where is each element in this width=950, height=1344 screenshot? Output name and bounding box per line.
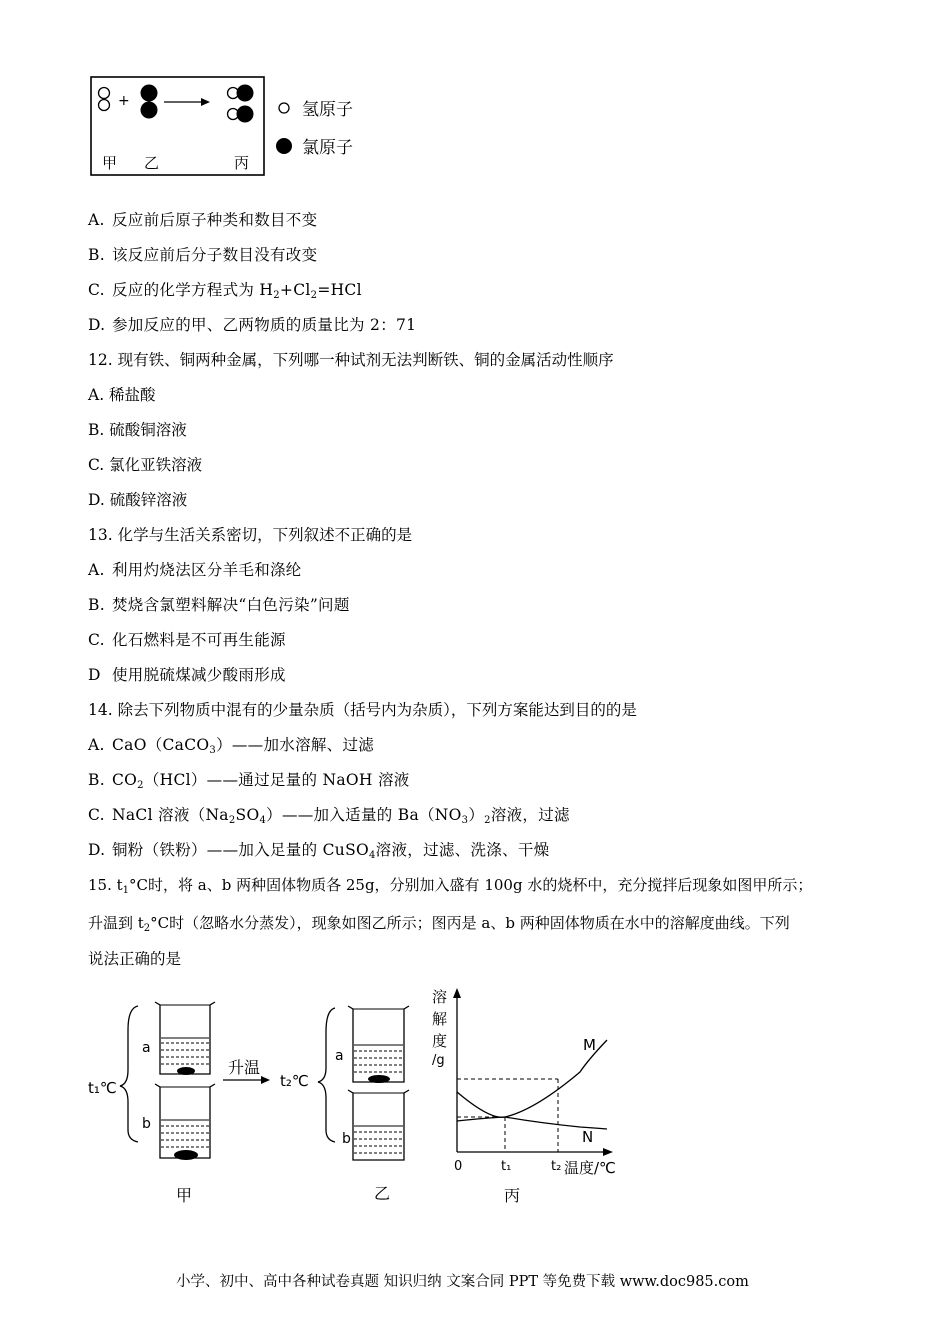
legend-chlorine: 氯原子 — [302, 138, 353, 158]
label-yi: 乙 — [144, 154, 160, 172]
xlabel: 温度/℃ — [564, 1159, 616, 1177]
q12-option-c: C. 氯化亚铁溶液 — [88, 456, 203, 474]
curve-label-m: M — [583, 1036, 596, 1054]
q11-option-c: C. 反应的化学方程式为 $H_2+Cl_2=HCl$ — [88, 281, 362, 301]
q14-option-c: C. NaCl 溶液$(Na_2SO_4)——$加入适量的 $Ba(NO_3)_2$溶液，过滤 — [88, 806, 570, 826]
q12-option-d: D. 硫酸锌溶液 — [88, 491, 188, 509]
beaker-label-a: a — [142, 1040, 151, 1056]
q14-stem: 14. 除去下列物质中混有的少量杂质（括号内为杂质），下列方案能达到目的的是 — [88, 701, 637, 719]
chlorine-atom — [237, 85, 254, 102]
beaker-yi-a — [348, 1006, 409, 1083]
q12-stem: 12. 现有铁、铜两种金属，下列哪一种试剂无法判断铁、铜的金属活动性顺序 — [88, 351, 614, 369]
tick-t1: t₁ — [501, 1159, 512, 1174]
q14-option-a: A. CaO（CaCO$_3$）——加水溶解、过滤 — [88, 736, 375, 756]
label-jia: 甲 — [102, 154, 118, 172]
page-footer: 小学、初中、高中各种试卷真题 知识归纳 文案合同 PPT 等免费下载 www.doc985.com — [176, 1274, 749, 1290]
q14-option-d: D. 铜粉（铁粉）——加入足量的 CuSO$_4$溶液，过滤、洗涤、干燥 — [88, 841, 550, 861]
q13-stem: 13. 化学与生活关系密切，下列叙述不正确的是 — [88, 526, 413, 544]
q15-stem-line2: 升温到 $t_2^\circ C$时（忽略水分蒸发），现象如图乙所示；图丙是 a、b 两种固体物质在水中的溶解度曲线。下列 — [88, 914, 790, 934]
caption-yi: 乙 — [374, 1184, 391, 1203]
beaker-label-b: b — [142, 1116, 151, 1132]
origin-label: 0 — [454, 1159, 463, 1174]
q13-option-d: D 使用脱硫煤减少酸雨形成 — [88, 666, 286, 684]
brace-yi — [318, 1008, 335, 1142]
q12-option-b: B. 硫酸铜溶液 — [88, 421, 187, 439]
ylabel-char-1: 溶 — [432, 988, 448, 1006]
q15-stem-line3: 说法正确的是 — [88, 950, 182, 968]
heat-label: 升温 — [228, 1058, 261, 1077]
hydrogen-atom — [99, 100, 110, 111]
t1-label: t₁℃ — [88, 1079, 117, 1097]
ylabel-unit: /g — [432, 1053, 445, 1068]
x-axis-arrow-icon — [603, 1148, 613, 1156]
q11-option-b: B. 该反应前后分子数目没有改变 — [88, 246, 318, 264]
chlorine-atom — [237, 106, 254, 123]
caption-bing: 丙 — [504, 1186, 521, 1205]
arrow-head-icon — [201, 98, 210, 106]
q12-option-a: A. 稀盐酸 — [88, 386, 156, 404]
brace-jia — [120, 1006, 138, 1142]
y-axis-arrow-icon — [453, 988, 461, 998]
q11-option-d: D. 参加反应的甲、乙两物质的质量比为 2：71 — [88, 316, 417, 334]
chlorine-legend-icon — [276, 138, 292, 154]
t2-label: t₂℃ — [280, 1072, 309, 1090]
ylabel-char-3: 度 — [432, 1032, 448, 1050]
q14-option-b: B. $CO_2(HCl)——$通过足量的 NaOH 溶液 — [88, 771, 410, 791]
chlorine-atom — [141, 102, 158, 119]
caption-jia: 甲 — [176, 1186, 193, 1205]
q13-option-b: B. 焚烧含氯塑料解决“白色污染”问题 — [88, 596, 350, 614]
q13-option-a: A. 利用灼烧法区分羊毛和涤纶 — [88, 561, 302, 579]
label-bing: 丙 — [234, 154, 250, 172]
chlorine-atom — [141, 85, 158, 102]
beaker-label-b2: b — [342, 1131, 351, 1147]
beaker-jia-a — [155, 1002, 215, 1075]
heat-arrow-head-icon — [261, 1076, 270, 1084]
legend-hydrogen: 氢原子 — [302, 100, 353, 120]
hydrogen-legend-icon — [279, 103, 289, 113]
beaker-jia-b — [155, 1084, 215, 1160]
tick-t2: t₂ — [551, 1159, 562, 1174]
plus-sign: + — [118, 93, 130, 109]
ylabel-char-2: 解 — [432, 1010, 448, 1028]
curve-label-n: N — [582, 1128, 594, 1146]
solubility-figure — [80, 980, 640, 1210]
beaker-yi-b — [348, 1090, 409, 1160]
q15-stem-line1: 15. $t_1^\circ C$时，将 a、b 两种固体物质各 25g，分别加入盛有 100g 水的烧杯中，充分搅拌后现象如图甲所示； — [88, 876, 813, 896]
q11-option-a: A. 反应前后原子种类和数目不变 — [88, 211, 318, 229]
beaker-label-a2: a — [335, 1048, 344, 1064]
hydrogen-atom — [99, 88, 110, 99]
reaction-diagram — [88, 72, 388, 182]
q13-option-c: C. 化石燃料是不可再生能源 — [88, 631, 286, 649]
